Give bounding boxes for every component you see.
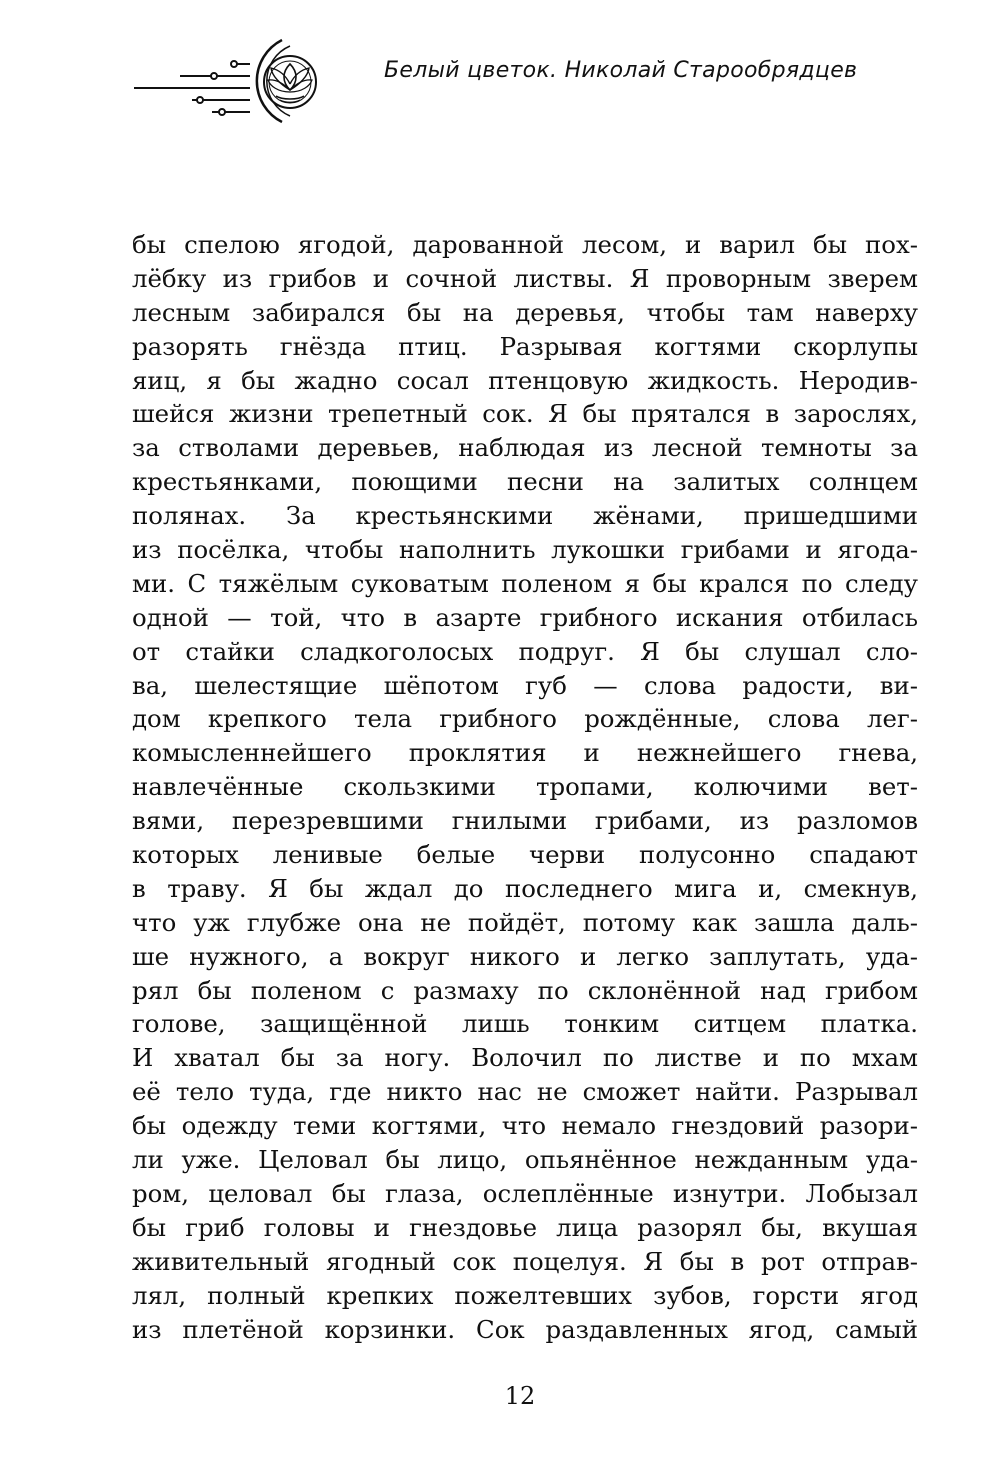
text-line: из плетёной корзинки. Сок раздавленных ягод, самый: [132, 1314, 918, 1344]
text-line: из посёлка, чтобы наполнить лукошки грибами и ягода-: [132, 535, 918, 565]
text-line: что уж глубже она не пойдёт, потому как зашла даль-: [132, 907, 918, 937]
text-line: ли уже. Целовал бы лицо, опьянённое нежданным уда-: [132, 1145, 918, 1175]
text-line: её тело туда, где никто нас не сможет найти. Разрывал: [132, 1077, 918, 1107]
text-line: И хватал бы за ногу. Волочил по листве и по мхам: [132, 1043, 918, 1073]
text-line: лесным забирался бы на деревья, чтобы там наверху: [132, 297, 918, 327]
text-line: лял, полный крепких пожелтевших зубов, горсти ягод: [132, 1280, 918, 1310]
text-line: рял бы поленом с размаху по склонённой над грибом: [132, 975, 918, 1005]
text-line: бы спелою ягодой, дарованной лесом, и варил бы пох-: [132, 230, 918, 259]
text-line: вями, перезревшими гнилыми грибами, из разломов: [132, 806, 918, 836]
text-line: полянах. За крестьянскими жёнами, пришедшими: [132, 501, 918, 531]
text-line: одной — той, что в азарте грибного искания отбилась: [132, 602, 918, 632]
text-line: живительный ягодный сок поцелуя. Я бы в рот отправ-: [132, 1246, 918, 1276]
text-line: дом крепкого тела грибного рождённые, слова лег-: [132, 704, 918, 734]
text-line: комысленнейшего проклятия и нежнейшего гнева,: [132, 738, 918, 768]
text-line: в траву. Я бы ждал до последнего мига и, смекнув,: [132, 873, 918, 903]
text-line: шейся жизни трепетный сок. Я бы прятался в зарослях,: [132, 399, 918, 429]
text-line: навлечённые скользкими тропами, колючими вет-: [132, 772, 918, 802]
text-line: ми. С тяжёлым суковатым поленом я бы крался по следу: [132, 568, 918, 598]
text-line: ше нужного, а вокруг никого и легко заплутать, уда-: [132, 941, 918, 971]
body-text: [132, 228, 918, 1346]
text-line: бы одежду теми когтями, что немало гнездовий разори-: [132, 1111, 918, 1141]
page-number: 12: [504, 1382, 536, 1410]
text-line: от стайки сладкоголосых подруг. Я бы слушал сло-: [132, 636, 918, 666]
text-line: за стволами деревьев, наблюдая из лесной темноты за: [132, 433, 918, 463]
text-line: разорять гнёзда птиц. Разрывая когтями скорлупы: [132, 331, 918, 361]
text-line: лёбку из грибов и сочной листвы. Я проворным зверем: [132, 263, 918, 293]
text-line: ром, целовал бы глаза, ослеплённые изнутри. Лобызал: [132, 1178, 918, 1208]
text-line: голове, защищённой лишь тонким ситцем платка.: [132, 1009, 918, 1039]
running-header: [0, 0, 1000, 150]
text-line: крестьянками, поющими песни на залитых солнцем: [132, 467, 918, 497]
text-line: ва, шелестящие шёпотом губ — слова радости, ви-: [132, 670, 918, 700]
text-line: которых ленивые белые черви полусонно спадают: [132, 840, 918, 870]
text-line: яиц, я бы жадно сосал птенцовую жидкость. Неродив-: [132, 365, 918, 395]
lotus-emblem-icon: [132, 36, 362, 126]
running-title: Белый цветок. Николай Старообрядцев: [384, 58, 858, 83]
text-line: бы гриб головы и гнездовье лица разорял бы, вкушая: [132, 1212, 918, 1242]
